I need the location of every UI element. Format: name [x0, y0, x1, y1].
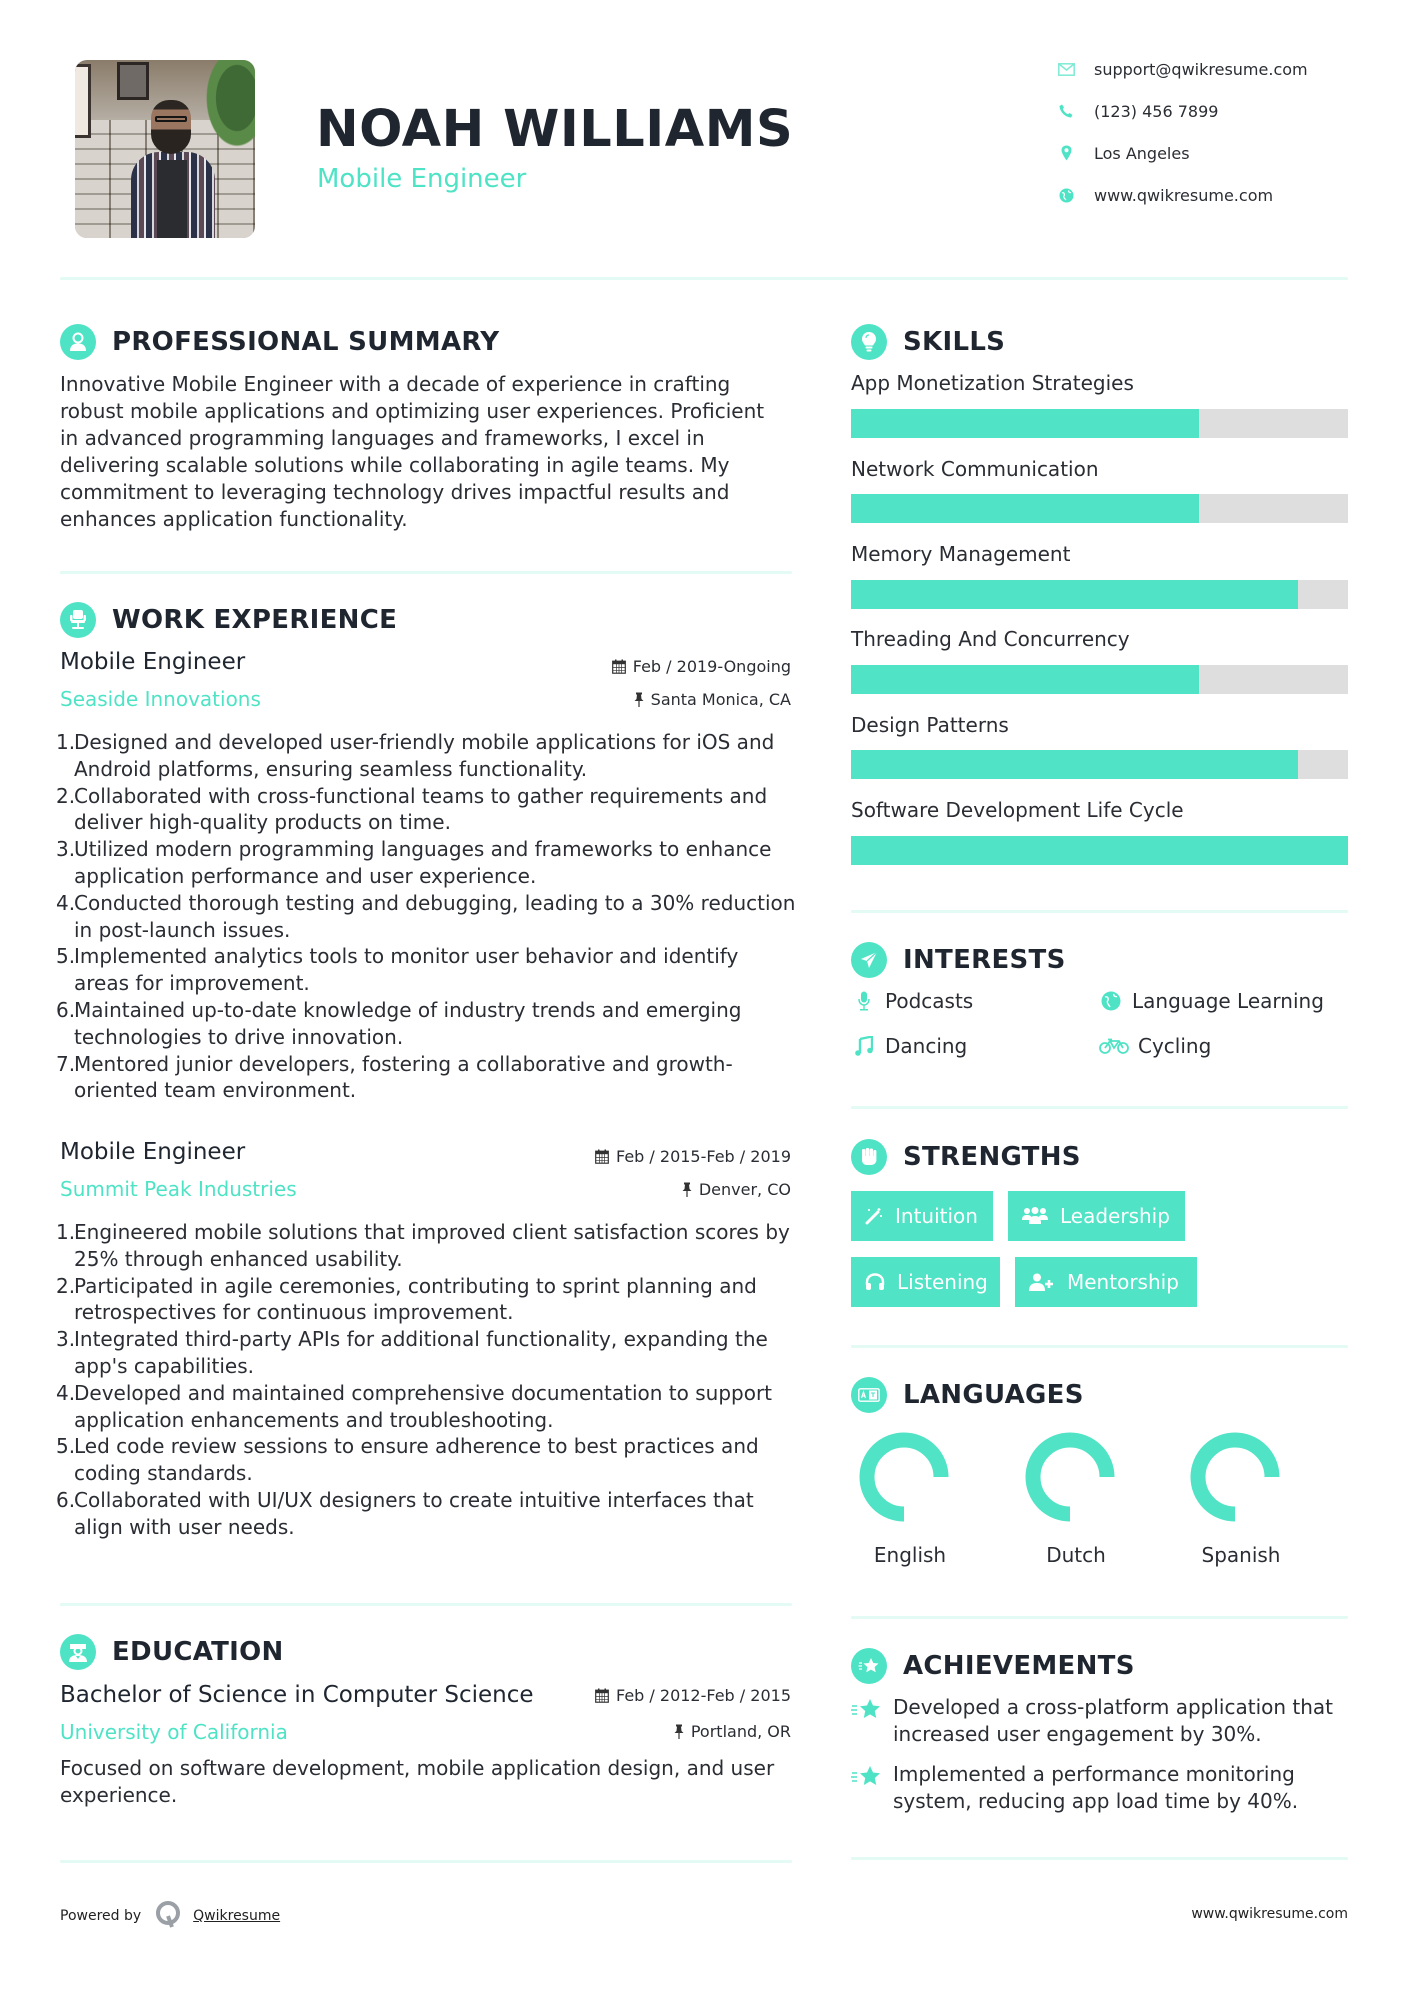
- job-location: Santa Monica, CA: [634, 690, 791, 709]
- contact-phone-text: (123) 456 7899: [1094, 101, 1219, 121]
- list-item: 6. Maintained up-to-date knowledge of industry trends and emerging technologies to drive innovation.: [56, 997, 742, 1049]
- list-item: 4. Conducted thorough testing and debugging, leading to a 30% reduction in post-launch issues.: [56, 890, 796, 942]
- job-dates: Feb / 2015-Feb / 2019: [595, 1147, 791, 1166]
- headphones-icon: [865, 1273, 885, 1291]
- skill-bar-fill: [851, 750, 1298, 779]
- map-pin-icon: [1054, 145, 1078, 161]
- candidate-title: Mobile Engineer: [317, 164, 527, 194]
- language-label: Spanish: [1201, 1543, 1281, 1567]
- job-dates: Feb / 2019-Ongoing: [612, 657, 791, 676]
- interest-item: Dancing: [851, 1034, 967, 1058]
- paper-plane-icon: [851, 942, 887, 978]
- star-icon: [851, 1761, 893, 1815]
- language-ring: [1190, 1432, 1280, 1522]
- strength-badge: Leadership: [1008, 1191, 1185, 1241]
- globe-icon: [1098, 991, 1124, 1011]
- company-name: Seaside Innovations: [60, 687, 261, 711]
- achievement-item: Implemented a performance monitoring system, reducing app load time by 40%.: [851, 1761, 1351, 1815]
- section-divider: [851, 1616, 1348, 1619]
- list-item: 1. Engineered mobile solutions that improved client satisfaction scores by 25% through enhanced usability.: [56, 1220, 790, 1271]
- user-icon: [60, 324, 96, 360]
- profile-photo: [75, 60, 255, 238]
- section-title: PROFESSIONAL SUMMARY: [112, 327, 500, 357]
- job-bullets: [56, 1219, 796, 1541]
- job-title: Mobile Engineer: [60, 1139, 246, 1165]
- music-note-icon: [851, 1036, 877, 1056]
- skill-label: Network Communication: [851, 457, 1099, 481]
- contact-location: [1054, 141, 1190, 165]
- envelope-icon: [1054, 63, 1078, 76]
- microphone-icon: [851, 991, 877, 1011]
- star-icon: [851, 1694, 893, 1748]
- skill-label: Design Patterns: [851, 713, 1009, 737]
- candidate-name: NOAH WILLIAMS: [316, 100, 794, 159]
- user-plus-icon: [1029, 1273, 1055, 1291]
- strength-badge: Listening: [851, 1257, 1000, 1307]
- calendar-icon: [612, 659, 626, 674]
- education-dates: Feb / 2012-Feb / 2015: [595, 1686, 791, 1705]
- section-title: LANGUAGES: [903, 1380, 1084, 1410]
- star-badge-icon: [851, 1648, 887, 1684]
- section-title: ACHIEVEMENTS: [903, 1651, 1135, 1681]
- section-title: INTERESTS: [903, 945, 1066, 975]
- graduate-icon: [60, 1634, 96, 1670]
- list-item: 4. Developed and maintained comprehensive documentation to support application enhancements and troubleshooting.: [56, 1380, 773, 1432]
- contact-email-text: support@qwikresume.com: [1094, 59, 1308, 79]
- list-item: 3. Utilized modern programming languages and frameworks to enhance application performance and user experience.: [56, 837, 772, 888]
- skill-label: Software Development Life Cycle: [851, 798, 1184, 822]
- language-ring: [859, 1432, 949, 1522]
- school-name: University of California: [60, 1720, 288, 1744]
- qwikresume-link[interactable]: Qwikresume: [193, 1908, 281, 1924]
- section-divider: [851, 1106, 1348, 1109]
- interest-item: Podcasts: [851, 989, 973, 1013]
- office-chair-icon: [60, 602, 96, 638]
- summary-text: Innovative Mobile Engineer with a decade of experience in crafting robust mobile applications and optimizing user experiences. Proficient in advanced programming languages and frameworks, I excel in delivering scalable solutions while collaborating in agile teams. My commitment to leveraging technology drives impactful results and enhances application functionality.: [60, 372, 765, 531]
- qwikresume-logo-icon: [155, 1900, 181, 1932]
- calendar-icon: [595, 1688, 609, 1703]
- section-title: EDUCATION: [112, 1637, 284, 1667]
- contact-phone[interactable]: [1054, 99, 1218, 123]
- language-label: Dutch: [1046, 1543, 1106, 1567]
- achievement-item: Developed a cross-platform application that increased user engagement by 30%.: [851, 1694, 1351, 1748]
- contact-website-text: www.qwikresume.com: [1094, 185, 1274, 205]
- strength-badge: Mentorship: [1015, 1257, 1197, 1307]
- pushpin-icon: [634, 692, 644, 707]
- globe-icon: [1054, 188, 1078, 203]
- magic-wand-icon: [865, 1207, 883, 1225]
- skill-bar: [851, 665, 1348, 694]
- powered-by-label: Powered by: [60, 1908, 142, 1924]
- section-heading-education: [60, 1634, 284, 1670]
- skill-bar-fill: [851, 580, 1298, 609]
- education-location: Portland, OR: [674, 1722, 791, 1741]
- list-item: 2. Collaborated with cross-functional teams to gather requirements and deliver high-quality products on time.: [56, 783, 768, 835]
- section-divider: [60, 1603, 792, 1606]
- contact-location-text: Los Angeles: [1094, 143, 1190, 163]
- list-item: 2. Participated in agile ceremonies, contributing to sprint planning and retrospectives for continuous improvement.: [56, 1273, 757, 1325]
- header-divider: [60, 277, 1348, 280]
- section-heading-skills: [851, 324, 1005, 360]
- skill-bar-fill: [851, 494, 1199, 523]
- section-divider: [60, 1860, 792, 1863]
- footer-powered-by: [60, 1900, 280, 1932]
- job-location: Denver, CO: [682, 1180, 791, 1199]
- section-title: STRENGTHS: [903, 1142, 1081, 1172]
- interest-item: Language Learning: [1098, 989, 1324, 1013]
- list-item: 3. Integrated third-party APIs for additional functionality, expanding the app's capabilities.: [56, 1327, 768, 1378]
- section-heading-languages: [851, 1377, 1084, 1413]
- strength-badge: Intuition: [851, 1191, 993, 1241]
- list-item: 5. Led code review sessions to ensure adherence to best practices and coding standards.: [56, 1434, 759, 1486]
- users-icon: [1022, 1207, 1048, 1225]
- language-ring: [1025, 1432, 1115, 1522]
- lightbulb-icon: [851, 324, 887, 360]
- calendar-icon: [595, 1149, 609, 1164]
- interest-item: Cycling: [1098, 1034, 1211, 1058]
- section-divider: [851, 1857, 1348, 1860]
- bicycle-icon: [1098, 1038, 1130, 1054]
- skill-bar: [851, 409, 1348, 438]
- list-item: 7. Mentored junior developers, fostering a collaborative and growth-oriented team environment.: [56, 1051, 733, 1103]
- section-title: SKILLS: [903, 327, 1006, 357]
- job-title: Mobile Engineer: [60, 649, 246, 675]
- section-heading-achievements: [851, 1648, 1135, 1684]
- skill-label: Threading And Concurrency: [851, 627, 1130, 651]
- list-item: 1. Designed and developed user-friendly mobile applications for iOS and Android platforms, ensuring seamless functionality.: [56, 730, 775, 781]
- contact-email[interactable]: [1054, 57, 1308, 81]
- skill-bar: [851, 494, 1348, 523]
- list-item: 6. Collaborated with UI/UX designers to create intuitive interfaces that align with user needs.: [56, 1487, 754, 1539]
- skill-bar-fill: [851, 665, 1199, 694]
- pushpin-icon: [674, 1724, 684, 1739]
- translate-icon: [851, 1377, 887, 1413]
- degree-title: Bachelor of Science in Computer Science: [60, 1682, 534, 1708]
- list-item: 5. Implemented analytics tools to monitor user behavior and identify areas for improvement.: [56, 944, 739, 996]
- section-heading-strengths: [851, 1139, 1081, 1175]
- section-divider: [60, 571, 792, 574]
- section-heading-work: [60, 602, 397, 638]
- section-heading-interests: [851, 942, 1066, 978]
- language-label: English: [873, 1543, 947, 1567]
- section-title: WORK EXPERIENCE: [112, 605, 398, 635]
- skill-bar-fill: [851, 836, 1348, 865]
- pushpin-icon: [682, 1182, 692, 1197]
- skill-label: Memory Management: [851, 542, 1071, 566]
- footer-website[interactable]: www.qwikresume.com: [1191, 1906, 1348, 1922]
- company-name: Summit Peak Industries: [60, 1177, 297, 1201]
- skill-bar: [851, 580, 1348, 609]
- job-bullets: [56, 729, 796, 1104]
- skill-bar-fill: [851, 409, 1199, 438]
- contact-website[interactable]: [1054, 183, 1273, 207]
- fist-icon: [851, 1139, 887, 1175]
- section-divider: [851, 910, 1348, 913]
- skill-bar: [851, 750, 1348, 779]
- skill-bar: [851, 836, 1348, 865]
- section-divider: [851, 1345, 1348, 1348]
- section-heading-summary: [60, 324, 499, 360]
- education-description: Focused on software development, mobile application design, and user experience.: [60, 1756, 775, 1807]
- phone-icon: [1054, 104, 1078, 118]
- skill-label: App Monetization Strategies: [851, 371, 1134, 395]
